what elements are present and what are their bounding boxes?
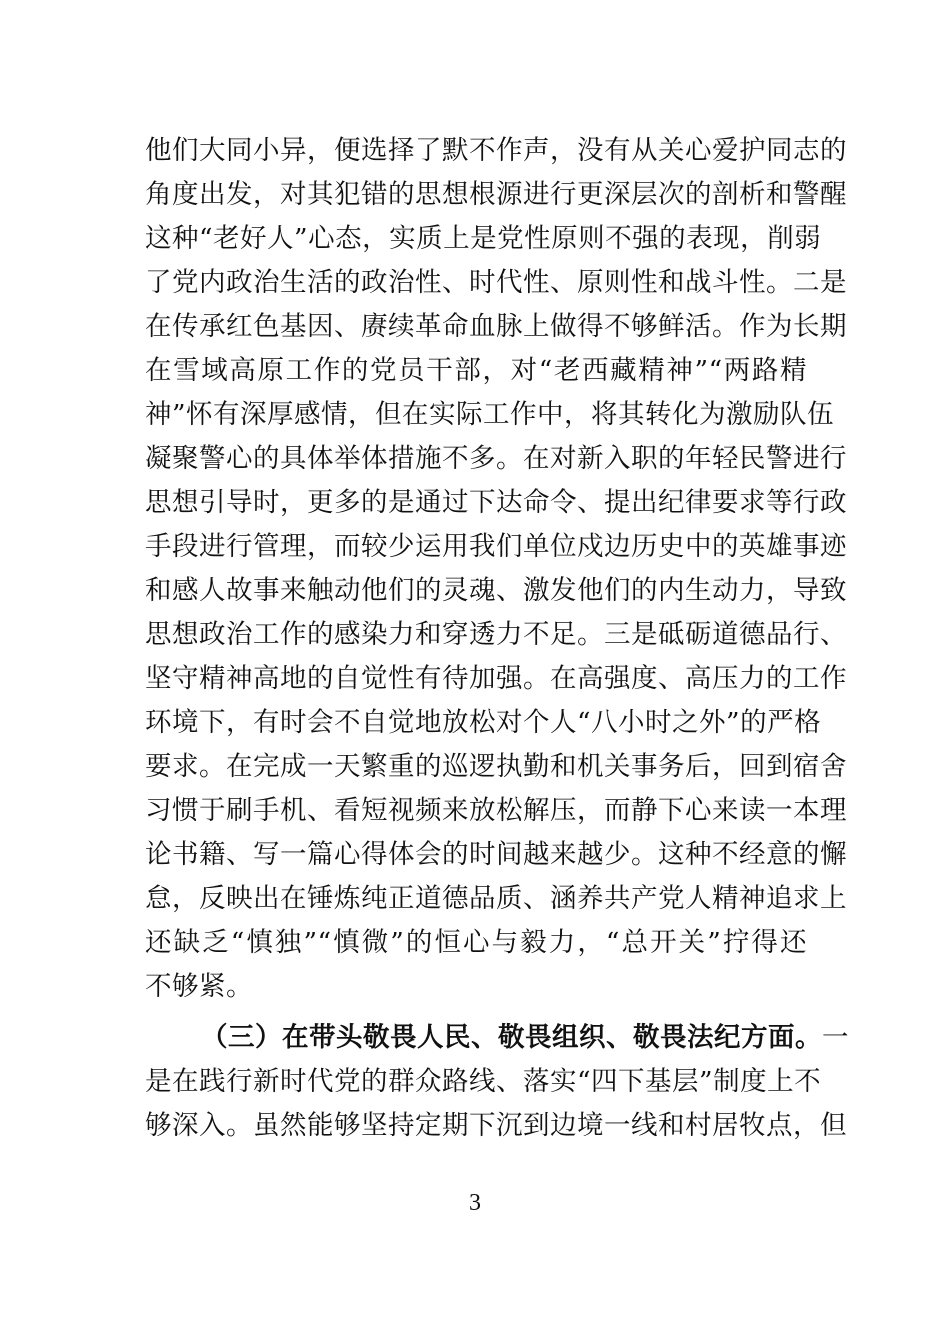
body-text-line: 怠，反映出在锤炼纯正道德品质、涵养共产党人精神追求上 (145, 883, 847, 914)
body-text-line: 神”怀有深厚感情，但在实际工作中，将其转化为激励队伍 (145, 399, 835, 430)
body-text-line: 够深入。虽然能够坚持定期下沉到边境一线和村居牧点，但 (145, 1110, 847, 1141)
body-text-line: 思想引导时，更多的是通过下达命令、提出纪律要求等行政 (145, 487, 847, 518)
body-text-line: 在传承红色基因、赓续革命血脉上做得不够鲜活。作为长期 (145, 311, 847, 342)
body-text-line: 要求。在完成一天繁重的巡逻执勤和机关事务后，回到宿舍 (145, 751, 847, 782)
body-text-line: 论书籍、写一篇心得体会的时间越来越少。这种不经意的懈 (145, 839, 847, 870)
body-text-line: 坚守精神高地的自觉性有待加强。在高强度、高压力的工作 (145, 663, 847, 694)
body-text-line: 了党内政治生活的政治性、时代性、原则性和战斗性。二是 (145, 267, 847, 298)
body-text-line: 角度出发，对其犯错的思想根源进行更深层次的剖析和警醒 (145, 179, 847, 210)
body-text-line: 还缺乏“慎独”“慎微”的恒心与毅力，“总开关”拧得还 (145, 927, 807, 958)
section-heading: （三）在带头敬畏人民、敬畏组织、敬畏法纪方面。 (201, 1022, 822, 1053)
body-text-line: 是在践行新时代党的群众路线、落实“四下基层”制度上不 (145, 1066, 822, 1097)
body-text-line: 在雪域高原工作的党员干部，对“老西藏精神”“两路精 (145, 355, 807, 386)
body-text-line: 思想政治工作的感染力和穿透力不足。三是砥砺道德品行、 (145, 619, 847, 650)
section-heading-tail: 一 (822, 1022, 849, 1053)
page-number: 3 (469, 1190, 481, 1216)
body-text-line: 习惯于刷手机、看短视频来放松解压，而静下心来读一本理 (145, 795, 847, 826)
body-text-line: 这种“老好人”心态，实质上是党性原则不强的表现，削弱 (145, 223, 822, 254)
body-text-line: 凝聚警心的具体举体措施不多。在对新入职的年轻民警进行 (145, 443, 847, 474)
body-text-line: 环境下，有时会不自觉地放松对个人“八小时之外”的严格 (145, 707, 822, 738)
body-text-line: 不够紧。 (145, 971, 253, 1002)
body-text-line: 他们大同小异，便选择了默不作声，没有从关心爱护同志的 (145, 135, 847, 166)
body-text-line: 手段进行管理，而较少运用我们单位戍边历史中的英雄事迹 (145, 531, 847, 562)
section-heading-line (201, 1018, 849, 1058)
body-text-line: 和感人故事来触动他们的灵魂、激发他们的内生动力，导致 (145, 575, 847, 606)
